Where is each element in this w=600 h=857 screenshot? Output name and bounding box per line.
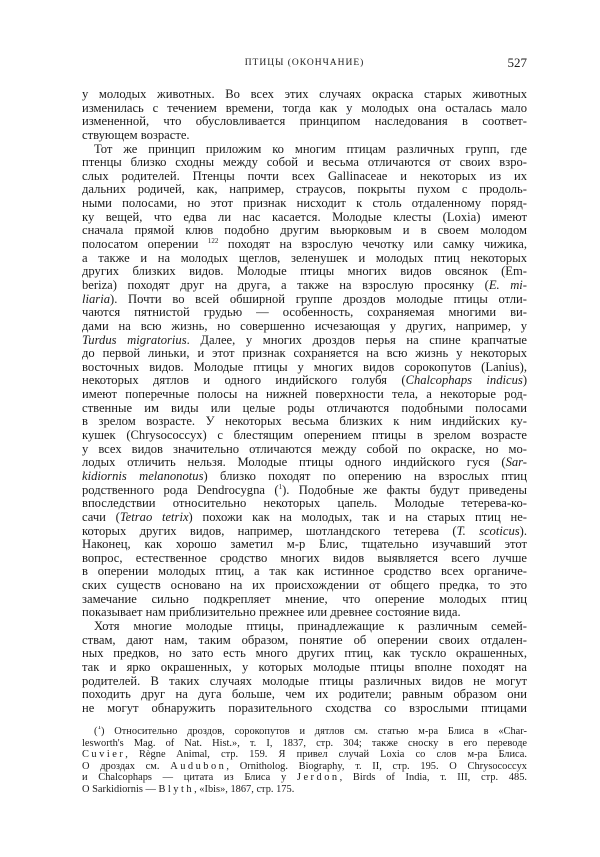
text-segment: сначала прямой клюв подобно другим вьюрковым и в своем молодом: [82, 224, 527, 238]
text-line: [82, 265, 527, 279]
footnote-line: [82, 726, 527, 738]
text-segment: замечание сильно подкрепляет мнение, что оперение молодых птиц: [82, 592, 527, 606]
text-segment: ) Относительно дроздов, сорокопутов и дятлов см. статью м-ра Блиса в «Char-: [100, 726, 527, 737]
text-line: [82, 102, 527, 116]
text-segment: лодых отличить нельзя. Молодые птицы одного индийского гуся (: [82, 456, 506, 470]
text-segment: чаются пятнистой грудью — особенность, сохраняемая многими ви-: [82, 306, 527, 320]
text-segment: дами на всю жизнь, но совершенно исчезающая у других, например, у: [82, 319, 527, 333]
text-segment: ных предков, но зато есть много других птиц, как тускло окрашенных,: [82, 647, 527, 661]
text-segment: ствам, дают нам, таким образом, понятие об оперении своих отдален-: [82, 633, 527, 647]
text-segment: птенцы близко сходны между собой и весьма отличаются от своих взро-: [82, 156, 527, 170]
text-line: [82, 688, 527, 702]
text-segment: Turdus migratorius: [82, 333, 187, 347]
text-segment: ку вещей, что едва ли нас касается. Молодые клесты (Loxia) имеют: [82, 210, 527, 224]
text-segment: E. mi-: [488, 278, 527, 292]
text-segment: имеют поперечные полосы на нижней поверхности тела, а некоторые род-: [82, 388, 527, 402]
text-segment: походят на взрослую чечотку или самку чижика,: [218, 238, 527, 252]
text-line: [82, 456, 527, 470]
text-segment: ными полосами, но этот признак нисходит к столь отдаленному поряд-: [82, 197, 527, 211]
text-line: [82, 156, 527, 170]
text-line: [82, 497, 527, 511]
text-segment: вопрос, естественное сродство многих видов выявляется всего лучше: [82, 551, 527, 565]
text-line: [82, 702, 527, 716]
text-segment: так и ярко окрашенных, у которых молодые птицы вполне походят на: [82, 660, 527, 674]
text-line: [82, 484, 527, 498]
text-line: [82, 647, 527, 661]
reference-mark: 1: [97, 726, 101, 731]
text-line: [82, 620, 527, 634]
text-segment: ских существ основано на их происхождении от общего предка, то это: [82, 579, 527, 593]
text-segment: , «Ibis», 1867, стр. 175.: [194, 783, 295, 795]
text-segment: кушек (Chrysococcyx) с блестящим оперением птицы в зрелом возрасте: [82, 429, 527, 443]
text-line: [82, 347, 527, 361]
text-line: [82, 538, 527, 552]
text-segment: Audubon: [170, 760, 227, 772]
text-segment: Jerdon: [296, 772, 340, 784]
reference-mark: 122: [207, 238, 219, 246]
text-line: [82, 224, 527, 238]
text-segment: изменилась с течением времени, тогда как у молодых она осталась мало: [82, 101, 527, 115]
text-segment: Тот же принцип приложим ко многим птицам различных групп, где: [94, 142, 527, 156]
text-segment: показывает нам приблизительно прежнее или древнее состояние вида.: [82, 606, 461, 620]
text-line: [82, 525, 527, 539]
text-line: [82, 388, 527, 402]
text-line: [82, 88, 527, 102]
text-segment: ). Подобные же факты будут приведены: [282, 483, 527, 497]
text-line: [82, 579, 527, 593]
text-segment: liaria: [82, 292, 110, 306]
text-segment: ственные им виды или целые роды отличаются подобными полосами: [82, 401, 527, 415]
text-segment: до первой линьки, и этот признак сохраняется на всю жизнь у некоторых: [82, 347, 527, 361]
text-line: [82, 143, 527, 157]
text-line: [82, 320, 527, 334]
text-line: [82, 334, 527, 348]
text-line: [82, 415, 527, 429]
text-segment: Chalcophaps indicus: [405, 374, 523, 388]
text-segment: полосатом оперении: [82, 238, 208, 252]
running-header: [82, 55, 527, 71]
text-segment: О дроздах см.: [82, 760, 171, 772]
text-line: [82, 183, 527, 197]
text-segment: ствующем возрасте.: [82, 128, 190, 142]
body-text: [82, 88, 527, 715]
text-line: [82, 565, 527, 579]
text-line: [82, 279, 527, 293]
text-segment: (: [94, 726, 98, 737]
text-line: [82, 511, 527, 525]
footnote-line: [82, 784, 527, 796]
footnote-line: [82, 738, 527, 750]
text-segment: в оперении молодых птиц, а так как истинное сродство всех органиче-: [82, 565, 527, 579]
text-line: [82, 129, 527, 143]
text-line: [82, 197, 527, 211]
text-segment: сачи (: [82, 510, 120, 524]
text-segment: beriza) походят друг на друга, а также на взрослую просянку (: [82, 278, 489, 292]
text-segment: , Règne Animal, стр. 159. Я привел случай Loxia со слов м-ра Блиса.: [125, 749, 527, 761]
text-line: [82, 306, 527, 320]
footnote-line: [82, 761, 527, 773]
text-segment: ): [522, 374, 527, 388]
text-line: [82, 443, 527, 457]
running-title: ПТИЦЫ (ОКОНЧАНИЕ): [244, 58, 365, 68]
text-line: [82, 661, 527, 675]
text-segment: Blyth: [158, 783, 195, 795]
text-segment: слых родителей. Птенцы почти всех Gallinaceae и некоторых из их: [82, 169, 527, 183]
text-segment: О Sarkidiornis —: [82, 783, 159, 795]
text-segment: измененной, что обусловливается принципом наследования в соответ-: [82, 115, 527, 129]
text-line: [82, 252, 527, 266]
text-segment: Tetrao tetrix: [119, 510, 189, 524]
text-segment: Наконец, как хорошо заметил м-р Блис, тщательно изучавший этот: [82, 538, 527, 552]
text-segment: в зрелом возрасте. У некоторых весьма близких к ним индийских ку-: [82, 415, 527, 429]
text-segment: kidiornis melanonotus: [82, 469, 204, 483]
text-segment: ) похожи как на молодых, так и на старых птиц не-: [188, 510, 527, 524]
text-line: [82, 470, 527, 484]
text-segment: у всех видов значительно отличаются между собой по окраске, но мо-: [82, 442, 527, 456]
text-line: [82, 429, 527, 443]
text-segment: походить друг на дуга больше, чем их родители; равным образом они: [82, 688, 527, 702]
text-line: [82, 634, 527, 648]
text-segment: . Далее, у многих дроздов перья на спине крапчатые: [186, 333, 527, 347]
text-segment: Cuvier: [82, 749, 126, 761]
footnote-line: [82, 749, 527, 761]
text-segment: T. scoticus: [456, 524, 520, 538]
text-segment: ) близко походят по оперению на взрослых птиц: [203, 469, 527, 483]
text-segment: которых других видов, например, шотландского тетерева (: [82, 524, 457, 538]
text-segment: , Ornitholog. Biography, т. II, стр. 195. О Chrysococcyx: [226, 760, 527, 772]
text-segment: Sar-: [505, 456, 527, 470]
text-segment: а также и на молодых щеглов, зеленушек и молодых птиц некоторых: [82, 251, 527, 265]
text-line: [82, 374, 527, 388]
text-segment: впоследствии относительно некоторых цапель. Молодые тетерева-ко-: [82, 497, 527, 511]
footnotes: [82, 726, 527, 796]
text-line: [82, 293, 527, 307]
text-segment: и Chalcophaps — цитата из Блиса у: [82, 772, 297, 784]
text-line: [82, 552, 527, 566]
page-number: 527: [507, 55, 527, 70]
text-segment: дальних родичей, как, например, страусов, покрыты пухом с продоль-: [82, 183, 527, 197]
text-line: [82, 593, 527, 607]
text-line: [82, 238, 527, 252]
text-segment: родственного рода Dendrocygna (: [82, 483, 279, 497]
text-segment: восточных видов. Молодые птицы у многих видов сорокопутов (Lanius),: [82, 360, 527, 374]
text-segment: Хотя многие молодые птицы, принадлежащие к различным семей-: [94, 619, 527, 633]
text-line: [82, 606, 527, 620]
text-segment: ). Почти во всей обширной группе дроздов молодые птицы отли-: [110, 292, 527, 306]
footnote-line: [82, 772, 527, 784]
text-line: [82, 361, 527, 375]
text-segment: других близких видов. Молодые птицы многих видов овсянок (Em-: [82, 265, 527, 279]
reference-mark: 1: [278, 483, 283, 491]
text-line: [82, 211, 527, 225]
text-segment: некоторых дятлов и одного индийского голубя (: [82, 374, 406, 388]
text-line: [82, 675, 527, 689]
text-segment: ).: [519, 524, 527, 538]
text-segment: lesworth's Mag. of Nat. Hist.», т. I, 1837, стр. 304; также сноску в его переводе: [82, 737, 527, 749]
text-segment: у молодых животных. Во всех этих случаях окраска старых животных: [82, 88, 527, 101]
text-line: [82, 170, 527, 184]
text-line: [82, 115, 527, 129]
text-segment: не могут обнаружить поразительного сходства со взрослыми птицами: [82, 701, 527, 715]
text-segment: родителей. В таких случаях молодые птицы различных видов не могут: [82, 674, 527, 688]
text-segment: , Birds of India, т. III, стр. 485.: [339, 772, 527, 784]
text-line: [82, 402, 527, 416]
